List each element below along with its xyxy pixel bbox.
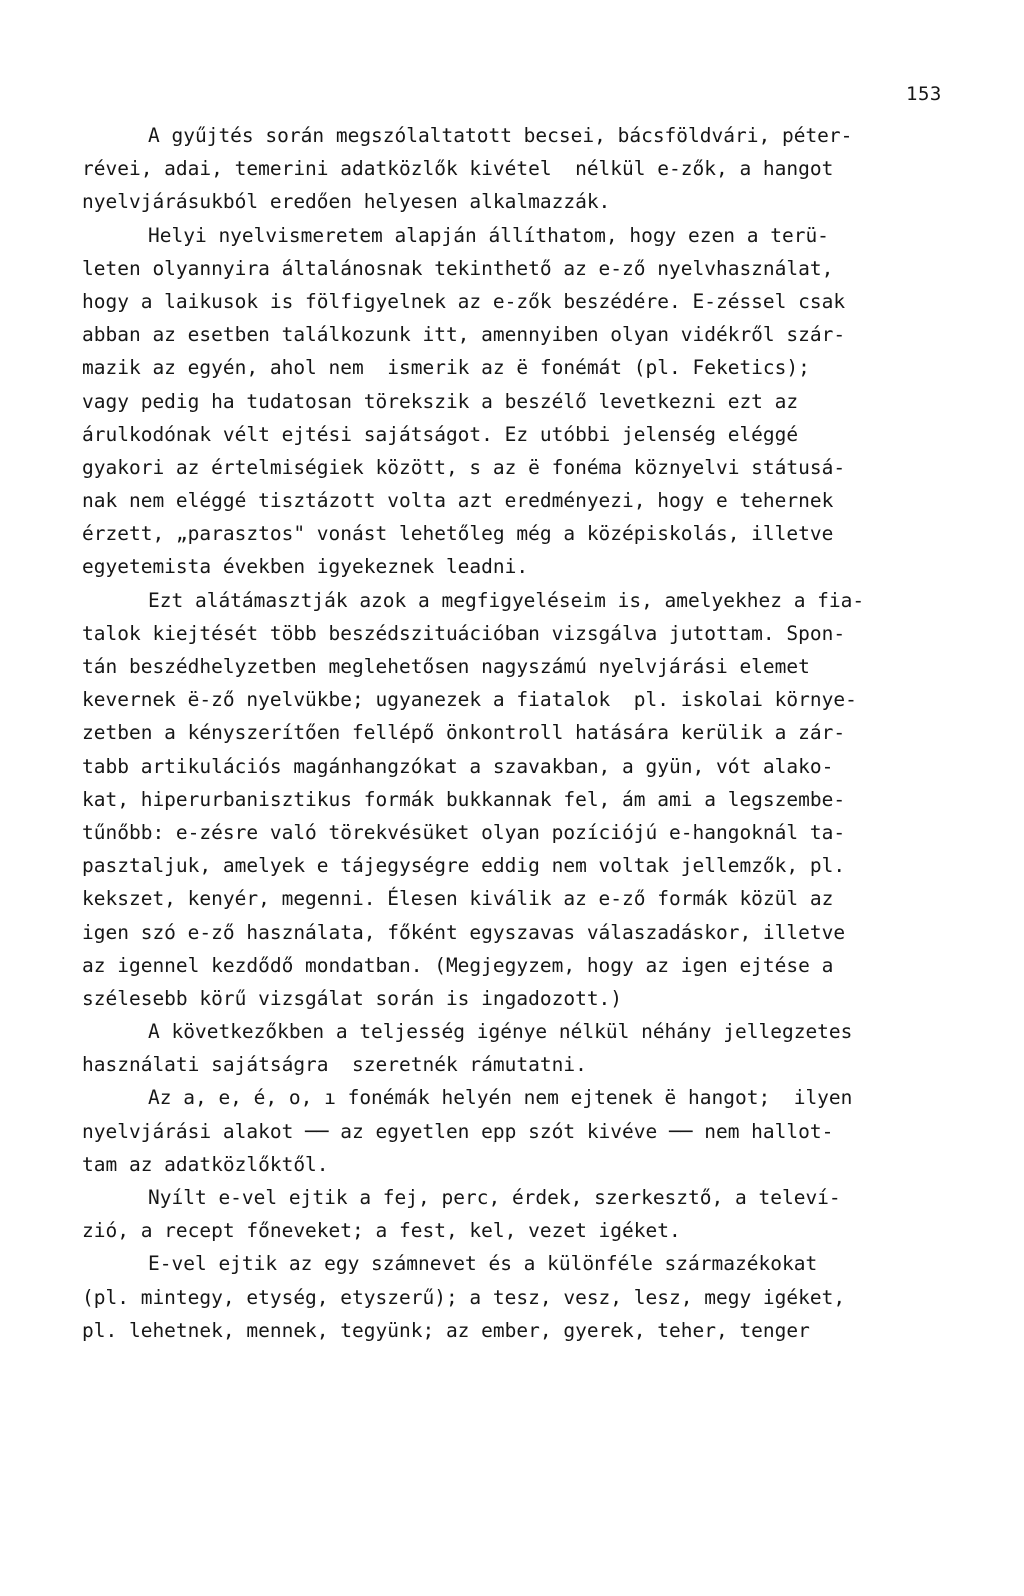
text-line: A következőkben a teljesség igénye nélkül néhány jellegzetes — [148, 1020, 853, 1044]
text-line: leten olyannyira általánosnak tekinthető az e-ző nyelvhasználat, — [82, 256, 834, 280]
text-line: Nyílt e-vel ejtik a fej, perc, érdek, szerkesztő, a televí- — [148, 1186, 841, 1209]
text-line: A gyűjtés során megszólaltatott becsei, bácsföldvári, péter- — [148, 124, 853, 147]
text-line: kevernek ë-ző nyelvükbe; ugyanezek a fiatalok pl. iskolai környe- — [82, 688, 857, 712]
text-line: szélesebb körű vizsgálat során is ingadozott.) — [82, 986, 623, 1010]
text-line: tam az adatközlőktől. — [82, 1152, 329, 1176]
text-line: nak nem eléggé tisztázott volta azt eredményezi, hogy e tehernek — [82, 489, 834, 513]
text-line: tabb artikulációs magánhangzókat a szavakban, a gyün, vót alako- — [82, 754, 834, 778]
text-line: gyakori az értelmiségiek között, s az ë fonéma köznyelvi státusá- — [82, 455, 846, 479]
text-line: tán beszédhelyzetben meglehetősen nagyszámú nyelvjárási elemet — [82, 655, 810, 678]
text-line: zetben a kényszerítően fellépő önkontroll hatására kerülik a zár- — [82, 721, 846, 745]
text-line: Ezt alátámasztják azok a megfigyeléseim is, amelyekhez a fia- — [148, 588, 865, 612]
text-line: kekszet, kenyér, megenni. Élesen kiválik az e-ző formák közül az — [82, 887, 834, 911]
text-line: árulkodónak vélt ejtési sajátságot. Ez utóbbi jelenség eléggé — [82, 422, 799, 446]
text-line: hogy a laikusok is fölfigyelnek az e-zők beszédére. E-zéssel csak — [82, 289, 846, 313]
text-line: pl. lehetnek, mennek, tegyünk; az ember, gyerek, teher, tenger — [82, 1318, 810, 1342]
text-line: abban az esetben találkozunk itt, amennyiben olyan vidékről szár- — [82, 323, 846, 347]
text-line: Az a, e, é, o, ı fonémák helyén nem ejtenek ë hangot; ilyen — [148, 1086, 853, 1110]
text-line: használati sajátságra szeretnék rámutatni. — [82, 1053, 587, 1077]
text-line: pasztaljuk, amelyek e tájegységre eddig nem voltak jellemzők, pl. — [82, 854, 846, 878]
text-line: egyetemista években igyekeznek leadni. — [82, 555, 529, 579]
text-line: vagy pedig ha tudatosan törekszik a beszélő levetkezni ezt az — [82, 389, 799, 413]
text-line: igen szó e-ző használata, főként egyszavas válaszadáskor, illetve — [82, 920, 846, 944]
page-number: 153 — [906, 83, 942, 105]
text-line: révei, adai, temerini adatközlők kivétel nélkül e-zők, a hangot — [82, 157, 834, 181]
text-line: (pl. mintegy, etység, etyszerű); a tesz, vesz, lesz, megy igéket, — [82, 1285, 846, 1309]
text-line: zió, a recept főneveket; a fest, kel, vezet igéket. — [82, 1219, 681, 1243]
text-line: az igennel kezdődő mondatban. (Megjegyzem, hogy az igen ejtése a — [82, 953, 834, 977]
text-line: kat, hiperurbanisztikus formák bukkannak fel, ám ami a legszembe- — [82, 787, 846, 811]
text-line: E-vel ejtik az egy számnevet és a különféle származékokat — [148, 1252, 818, 1276]
text-line: talok kiejtését több beszédszituációban vizsgálva jutottam. Spon- — [82, 621, 846, 645]
text-line: nyelvjárási alakot ── az egyetlen epp szót kivéve ── nem hallot- — [82, 1119, 834, 1143]
text-line: érzett, „parasztos" vonást lehetőleg még a középiskolás, illetve — [82, 522, 834, 546]
text-line: nyelvjárásukból eredően helyesen alkalmazzák. — [82, 190, 611, 214]
text-line: Helyi nyelvismeretem alapján állíthatom, hogy ezen a terü- — [148, 223, 829, 247]
body-text — [82, 119, 956, 1347]
text-line: mazik az egyén, ahol nem ismerik az ë fonémát (pl. Feketics); — [82, 356, 810, 380]
text-line: tűnőbb: e-zésre való törekvésüket olyan pozíciójú e-hangoknál ta- — [82, 820, 846, 844]
